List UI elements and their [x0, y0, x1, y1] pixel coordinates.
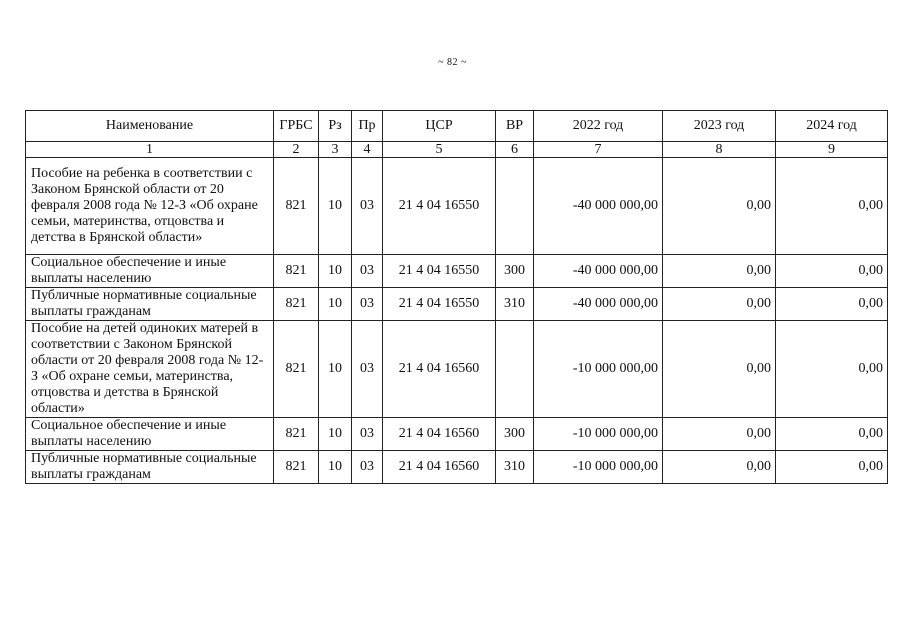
row-name: Пособие на ребенка в соответствии с Законом Брянской области от 20 февраля 2008 года № 12-З «Об охране семьи, материнства, отцовства и детства в Брянской области» [26, 158, 274, 255]
row-rz: 10 [319, 288, 352, 321]
row-name: Социальное обеспечение и иные выплаты населению [26, 255, 274, 288]
row-csr: 21 4 04 16550 [383, 158, 496, 255]
row-grbs: 821 [274, 418, 319, 451]
row-2024: 0,00 [776, 418, 888, 451]
row-2022: -10 000 000,00 [534, 321, 663, 418]
row-csr: 21 4 04 16560 [383, 418, 496, 451]
table-row [26, 288, 888, 321]
row-2024: 0,00 [776, 451, 888, 484]
header-name: Наименование [26, 111, 274, 142]
row-csr: 21 4 04 16550 [383, 288, 496, 321]
row-2023: 0,00 [663, 288, 776, 321]
column-number: 2 [274, 142, 319, 158]
row-csr: 21 4 04 16560 [383, 451, 496, 484]
row-2023: 0,00 [663, 255, 776, 288]
table-row [26, 255, 888, 288]
table-row [26, 158, 888, 255]
table-row [26, 418, 888, 451]
row-vr [496, 321, 534, 418]
row-grbs: 821 [274, 451, 319, 484]
row-vr: 300 [496, 418, 534, 451]
column-number: 1 [26, 142, 274, 158]
row-pr: 03 [352, 451, 383, 484]
header-rz: Рз [319, 111, 352, 142]
row-rz: 10 [319, 418, 352, 451]
column-number: 6 [496, 142, 534, 158]
header-vr: ВР [496, 111, 534, 142]
row-2022: -40 000 000,00 [534, 288, 663, 321]
row-rz: 10 [319, 255, 352, 288]
budget-table [25, 110, 888, 484]
row-2024: 0,00 [776, 255, 888, 288]
header-pr: Пр [352, 111, 383, 142]
row-pr: 03 [352, 255, 383, 288]
row-2023: 0,00 [663, 418, 776, 451]
row-rz: 10 [319, 451, 352, 484]
row-pr: 03 [352, 418, 383, 451]
row-pr: 03 [352, 288, 383, 321]
row-name: Публичные нормативные социальные выплаты гражданам [26, 288, 274, 321]
row-rz: 10 [319, 158, 352, 255]
table-row [26, 451, 888, 484]
row-vr [496, 158, 534, 255]
row-pr: 03 [352, 321, 383, 418]
column-number: 8 [663, 142, 776, 158]
column-number: 4 [352, 142, 383, 158]
row-2023: 0,00 [663, 158, 776, 255]
page-number: ~ 82 ~ [438, 57, 467, 68]
column-number: 3 [319, 142, 352, 158]
row-name: Публичные нормативные социальные выплаты гражданам [26, 451, 274, 484]
row-2024: 0,00 [776, 321, 888, 418]
header-row [26, 111, 888, 142]
row-grbs: 821 [274, 158, 319, 255]
header-2023: 2023 год [663, 111, 776, 142]
row-2022: -10 000 000,00 [534, 418, 663, 451]
header-2022: 2022 год [534, 111, 663, 142]
row-csr: 21 4 04 16550 [383, 255, 496, 288]
row-name: Социальное обеспечение и иные выплаты населению [26, 418, 274, 451]
column-number-row [26, 142, 888, 158]
row-grbs: 821 [274, 255, 319, 288]
column-number: 9 [776, 142, 888, 158]
row-vr: 300 [496, 255, 534, 288]
column-number: 7 [534, 142, 663, 158]
row-vr: 310 [496, 288, 534, 321]
row-rz: 10 [319, 321, 352, 418]
row-2024: 0,00 [776, 158, 888, 255]
row-csr: 21 4 04 16560 [383, 321, 496, 418]
row-2022: -40 000 000,00 [534, 158, 663, 255]
row-2024: 0,00 [776, 288, 888, 321]
row-pr: 03 [352, 158, 383, 255]
row-2022: -10 000 000,00 [534, 451, 663, 484]
row-grbs: 821 [274, 321, 319, 418]
header-csr: ЦСР [383, 111, 496, 142]
row-2023: 0,00 [663, 321, 776, 418]
column-number: 5 [383, 142, 496, 158]
row-name: Пособие на детей одиноких матерей в соответствии с Законом Брянской области от 20 февраля 2008 года № 12-З «Об охране семьи, материнства, отцовства и детства в Брянской области» [26, 321, 274, 418]
table-row [26, 321, 888, 418]
row-grbs: 821 [274, 288, 319, 321]
row-2023: 0,00 [663, 451, 776, 484]
row-vr: 310 [496, 451, 534, 484]
row-2022: -40 000 000,00 [534, 255, 663, 288]
header-grbs: ГРБС [274, 111, 319, 142]
header-2024: 2024 год [776, 111, 888, 142]
